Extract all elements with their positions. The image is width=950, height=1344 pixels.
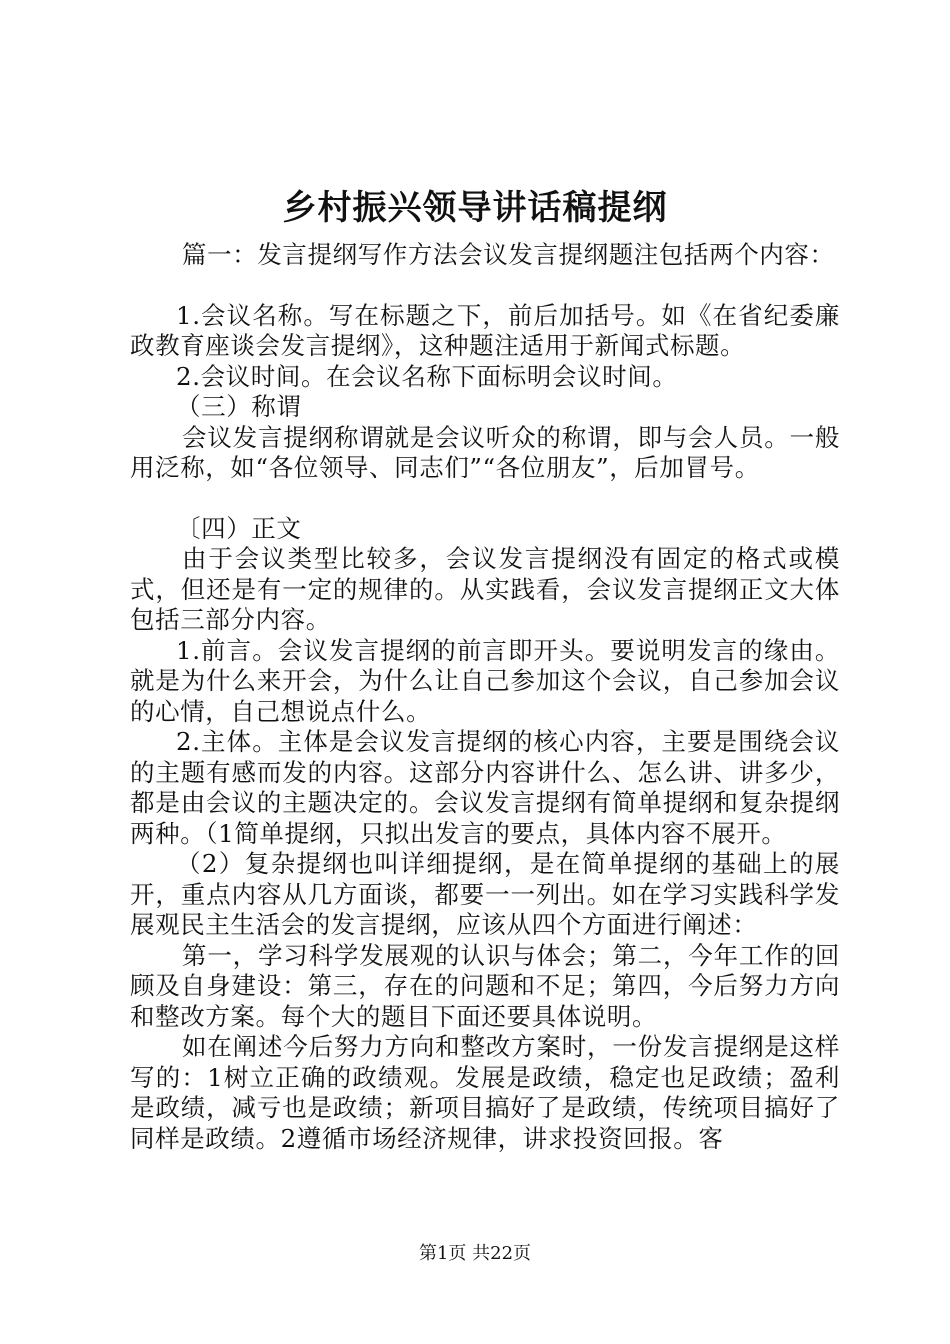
paragraph-salutation: 会议发言提纲称谓就是会议听众的称谓，即与会人员。一般用泛称，如“各位领导、同志们”“各位朋友”，后加冒号。 bbox=[130, 422, 840, 482]
page-number-footer: 第1页 共22页 bbox=[418, 1243, 532, 1264]
paragraph-example: 如在阐述今后努力方向和整改方案时，一份发言提纲是这样写的：1树立正确的政绩观。发展是政绩，稳定也足政绩；盈利是政绩，减亏也是政绩；新项目搞好了是政绩，传统项目搞好了同样是政绩。2遵循市场经济规律，讲求投资回报。客 bbox=[130, 1032, 840, 1153]
paragraph-intro: 篇一：发言提纲写作方法会议发言提纲题注包括两个内容： bbox=[182, 240, 835, 269]
paragraph-item-1: 1.会议名称。写在标题之下，前后加括号。如《在省纪委廉政教育座谈会发言提纲》，这种题注适用于新闻式标题。 bbox=[130, 300, 840, 360]
section-heading-3: （三）称谓 bbox=[176, 392, 302, 421]
document-body bbox=[130, 240, 840, 1154]
document-title: 乡村振兴领导讲话稿提纲 bbox=[282, 188, 668, 228]
paragraph-main: 2.主体。主体是会议发言提纲的核心内容，主要是围绕会议的主题有感而发的内容。这部分内容讲什么、怎么讲、讲多少，都是由会议的主题决定的。会议发言提纲有简单提纲和复杂提纲两种。（1简单提纲，只拟出发言的要点，具体内容不展开。 bbox=[130, 727, 840, 848]
paragraph-item-2: 2.会议时间。在会议名称下面标明会议时间。 bbox=[176, 361, 678, 391]
paragraph-body-intro: 由于会议类型比较多，会议发言提纲没有固定的格式或模式，但还是有一定的规律的。从实践看，会议发言提纲正文大体包括三部分内容。 bbox=[130, 544, 840, 634]
section-heading-4: 〔四）正文 bbox=[176, 513, 302, 543]
paragraph-complex-outline: （2）复杂提纲也叫详细提纲，是在简单提纲的基础上的展开，重点内容从几方面谈，都要一一列出。如在学习实践科学发展观民主生活会的发言提纲，应该从四个方面进行阐述： bbox=[130, 849, 840, 939]
paragraph-preface: 1.前言。会议发言提纲的前言即开头。要说明发言的缘由。就是为什么来开会，为什么让自己参加这个会议，自己参加会议的心情，自己想说点什么。 bbox=[130, 635, 840, 726]
paragraph-four-aspects: 第一，学习科学发展观的认识与体会；第二，今年工作的回顾及自身建设：第三，存在的问题和不足；第四，今后努力方向和整改方案。每个大的题目下面还要具体说明。 bbox=[130, 940, 840, 1031]
